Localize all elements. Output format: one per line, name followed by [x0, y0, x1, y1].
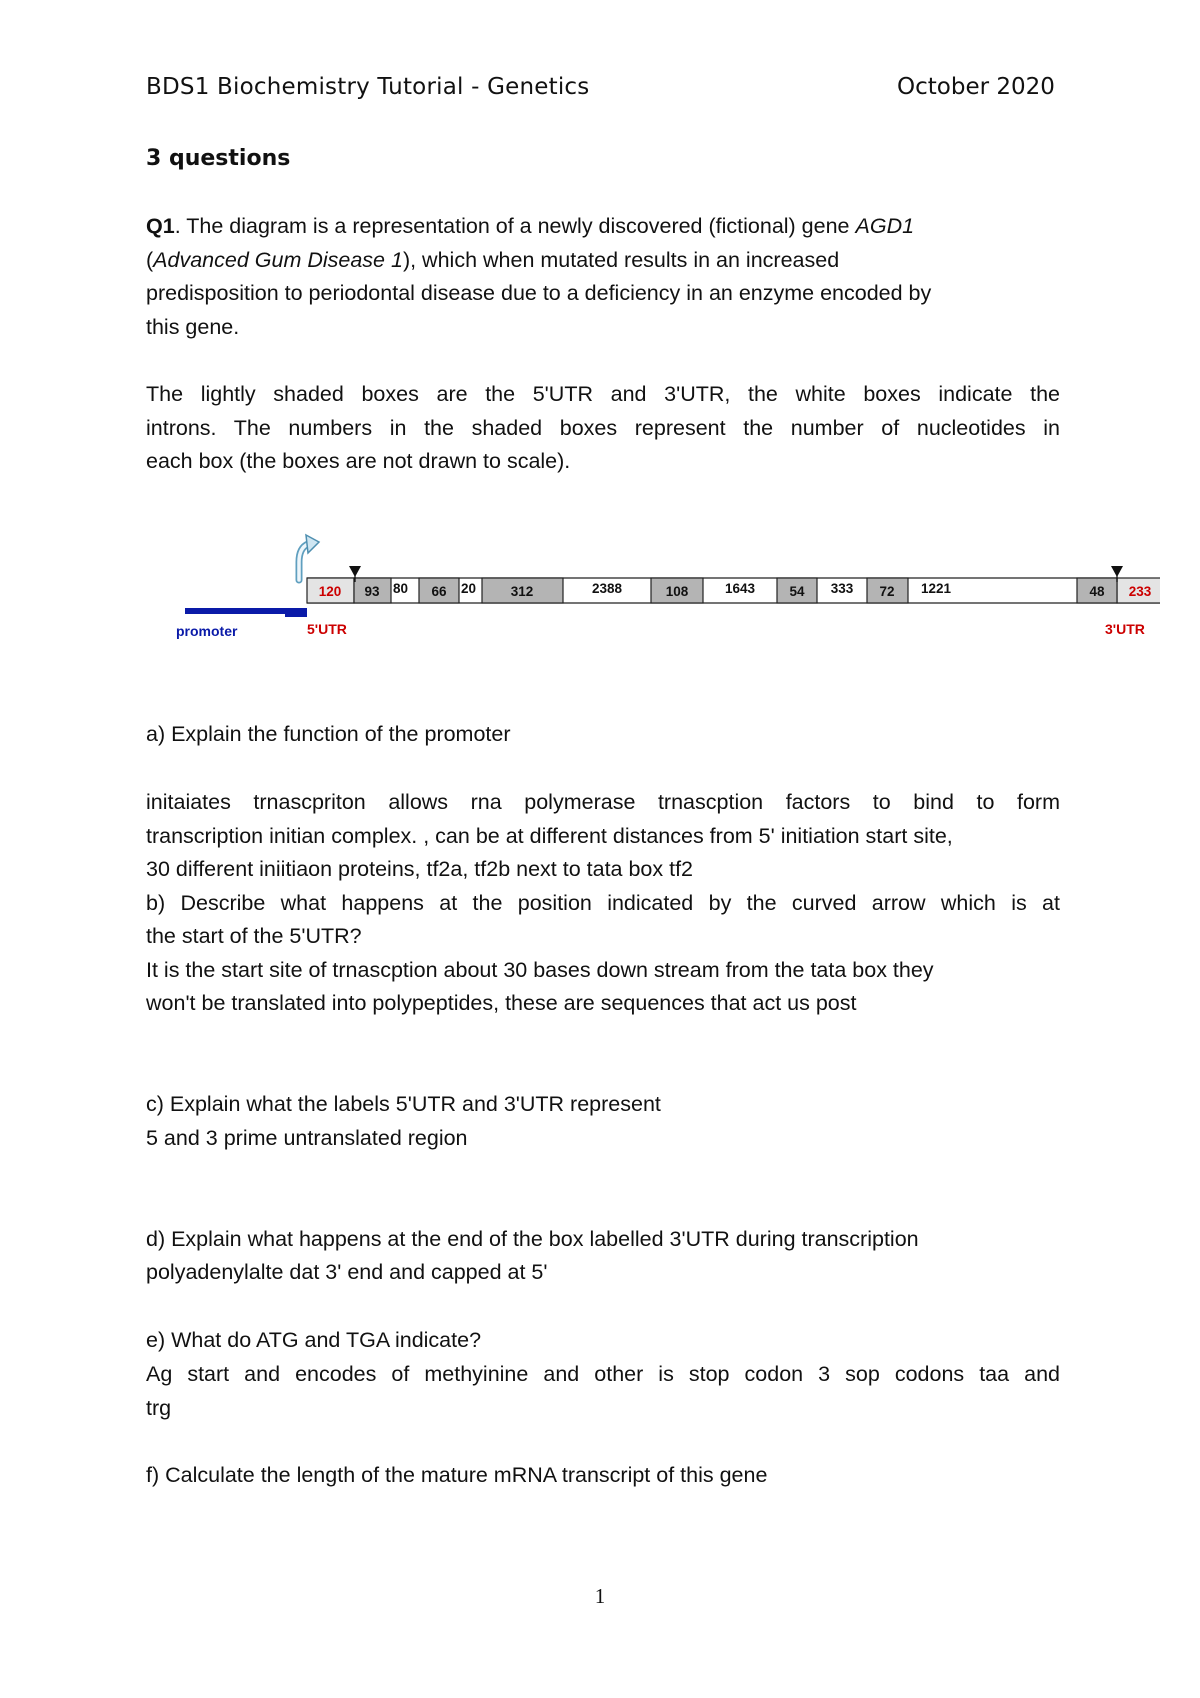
part-e-answer-line-1: Ag start and encodes of methyinine and other is stop codon 3 sop codons taa and — [146, 1362, 1060, 1386]
page-number: 1 — [594, 1584, 606, 1608]
q1-desc-line-3: each box (the boxes are not drawn to scale). — [146, 449, 571, 473]
intron-2-value: 20 — [461, 581, 477, 596]
header-title: BDS1 Biochemistry Tutorial - Genetics — [146, 74, 590, 100]
part-e-question: e) What do ATG and TGA indicate? — [146, 1328, 482, 1352]
q1-label: Q1 — [146, 214, 175, 238]
transcription-start-arrow-icon — [299, 535, 319, 580]
part-a-answer-line-3: 30 different iniitiaon proteins, tf2a, tf2b next to tata box tf2 — [146, 857, 694, 881]
exon-4 — [651, 578, 703, 603]
gene-name: Advanced Gum Disease 1 — [153, 247, 403, 272]
q1-intro-line-1: Q1. The diagram is a representation of a newly discovered (fictional) gene AGD1 — [146, 214, 915, 238]
gene-symbol: AGD1 — [855, 214, 915, 238]
header-date: October 2020 — [897, 74, 1055, 100]
intron-1-value: 80 — [393, 581, 409, 596]
utr5-value: 120 — [318, 584, 342, 599]
q1-intro-line-2: (Advanced Gum Disease 1), which when mutated results in an increased — [146, 247, 840, 272]
exon-1 — [354, 578, 391, 603]
promoter-label: promoter — [176, 623, 238, 639]
part-a-answer — [146, 786, 1060, 1021]
exon-3-value: 312 — [510, 584, 534, 599]
q1-desc-line-2: introns. The numbers in the shaded boxes represent the number of nucleotides in — [146, 415, 1060, 440]
question-count: 3 questions — [146, 146, 291, 171]
exon-5 — [777, 578, 817, 603]
q1-intro-line-4: this gene. — [146, 314, 240, 339]
exon-4-value: 108 — [665, 584, 689, 599]
utr3-label: 3'UTR — [1105, 621, 1145, 637]
part-b-question-line-2: the start of the 5'UTR? — [146, 924, 362, 948]
part-c-answer: 5 and 3 prime untranslated region — [146, 1126, 468, 1150]
part-c-question: c) Explain what the labels 5'UTR and 3'UTR represent — [146, 1092, 661, 1116]
part-d-answer: polyadenylalte dat 3' end and capped at 5' — [146, 1260, 548, 1284]
exon-5-value: 54 — [789, 584, 805, 599]
intron-6-value: 1221 — [920, 581, 952, 596]
utr3-value: 233 — [1128, 584, 1152, 599]
q1-description — [146, 378, 1060, 479]
gene-structure-diagram — [160, 500, 1160, 650]
intron-3-value: 2388 — [591, 581, 623, 596]
exon-2-value: 66 — [431, 584, 447, 599]
exon-7-value: 48 — [1089, 584, 1105, 599]
part-f-question: f) Calculate the length of the mature mRNA transcript of this gene — [146, 1463, 768, 1487]
part-d-question: d) Explain what happens at the end of the box labelled 3'UTR during transcription — [146, 1227, 919, 1251]
promoter-bar-end — [285, 608, 307, 617]
part-a-answer-line-1: initaiates trnascpriton allows rna polymerase trnascption factors to bind to form — [146, 790, 1060, 814]
promoter-bar — [185, 608, 291, 614]
exon-7 — [1077, 578, 1117, 603]
part-b-answer-line-2: won't be translated into polypeptides, these are sequences that act us post — [146, 991, 857, 1015]
part-b-answer-line-1: It is the start site of trnascption about 30 bases down stream from the tata box they — [146, 957, 934, 982]
part-a-question: a) Explain the function of the promoter — [146, 722, 511, 746]
part-e-answer-line-2: trg — [146, 1395, 172, 1420]
q1-intro — [146, 210, 1060, 344]
part-b-question-line-1: b) Describe what happens at the position indicated by the curved arrow which is at — [146, 890, 1060, 915]
exon-3 — [482, 578, 563, 603]
intron-5-value: 333 — [830, 581, 854, 596]
exon-6-value: 72 — [879, 584, 895, 599]
exon-1-value: 93 — [364, 584, 380, 599]
utr5-label: 5'UTR — [307, 621, 347, 637]
exon-6 — [867, 578, 908, 603]
q1-desc-line-1: The lightly shaded boxes are the 5'UTR and 3'UTR, the white boxes indicate the — [146, 382, 1060, 406]
part-e-answer — [146, 1358, 1060, 1425]
intron-4-value: 1643 — [724, 581, 756, 596]
exon-2 — [419, 578, 459, 603]
part-a-answer-line-2: transcription initian complex. , can be at different distances from 5' initiation start site, — [146, 823, 953, 848]
q1-intro-line-3: predisposition to periodontal disease due to a deficiency in an enzyme encoded by — [146, 281, 932, 305]
